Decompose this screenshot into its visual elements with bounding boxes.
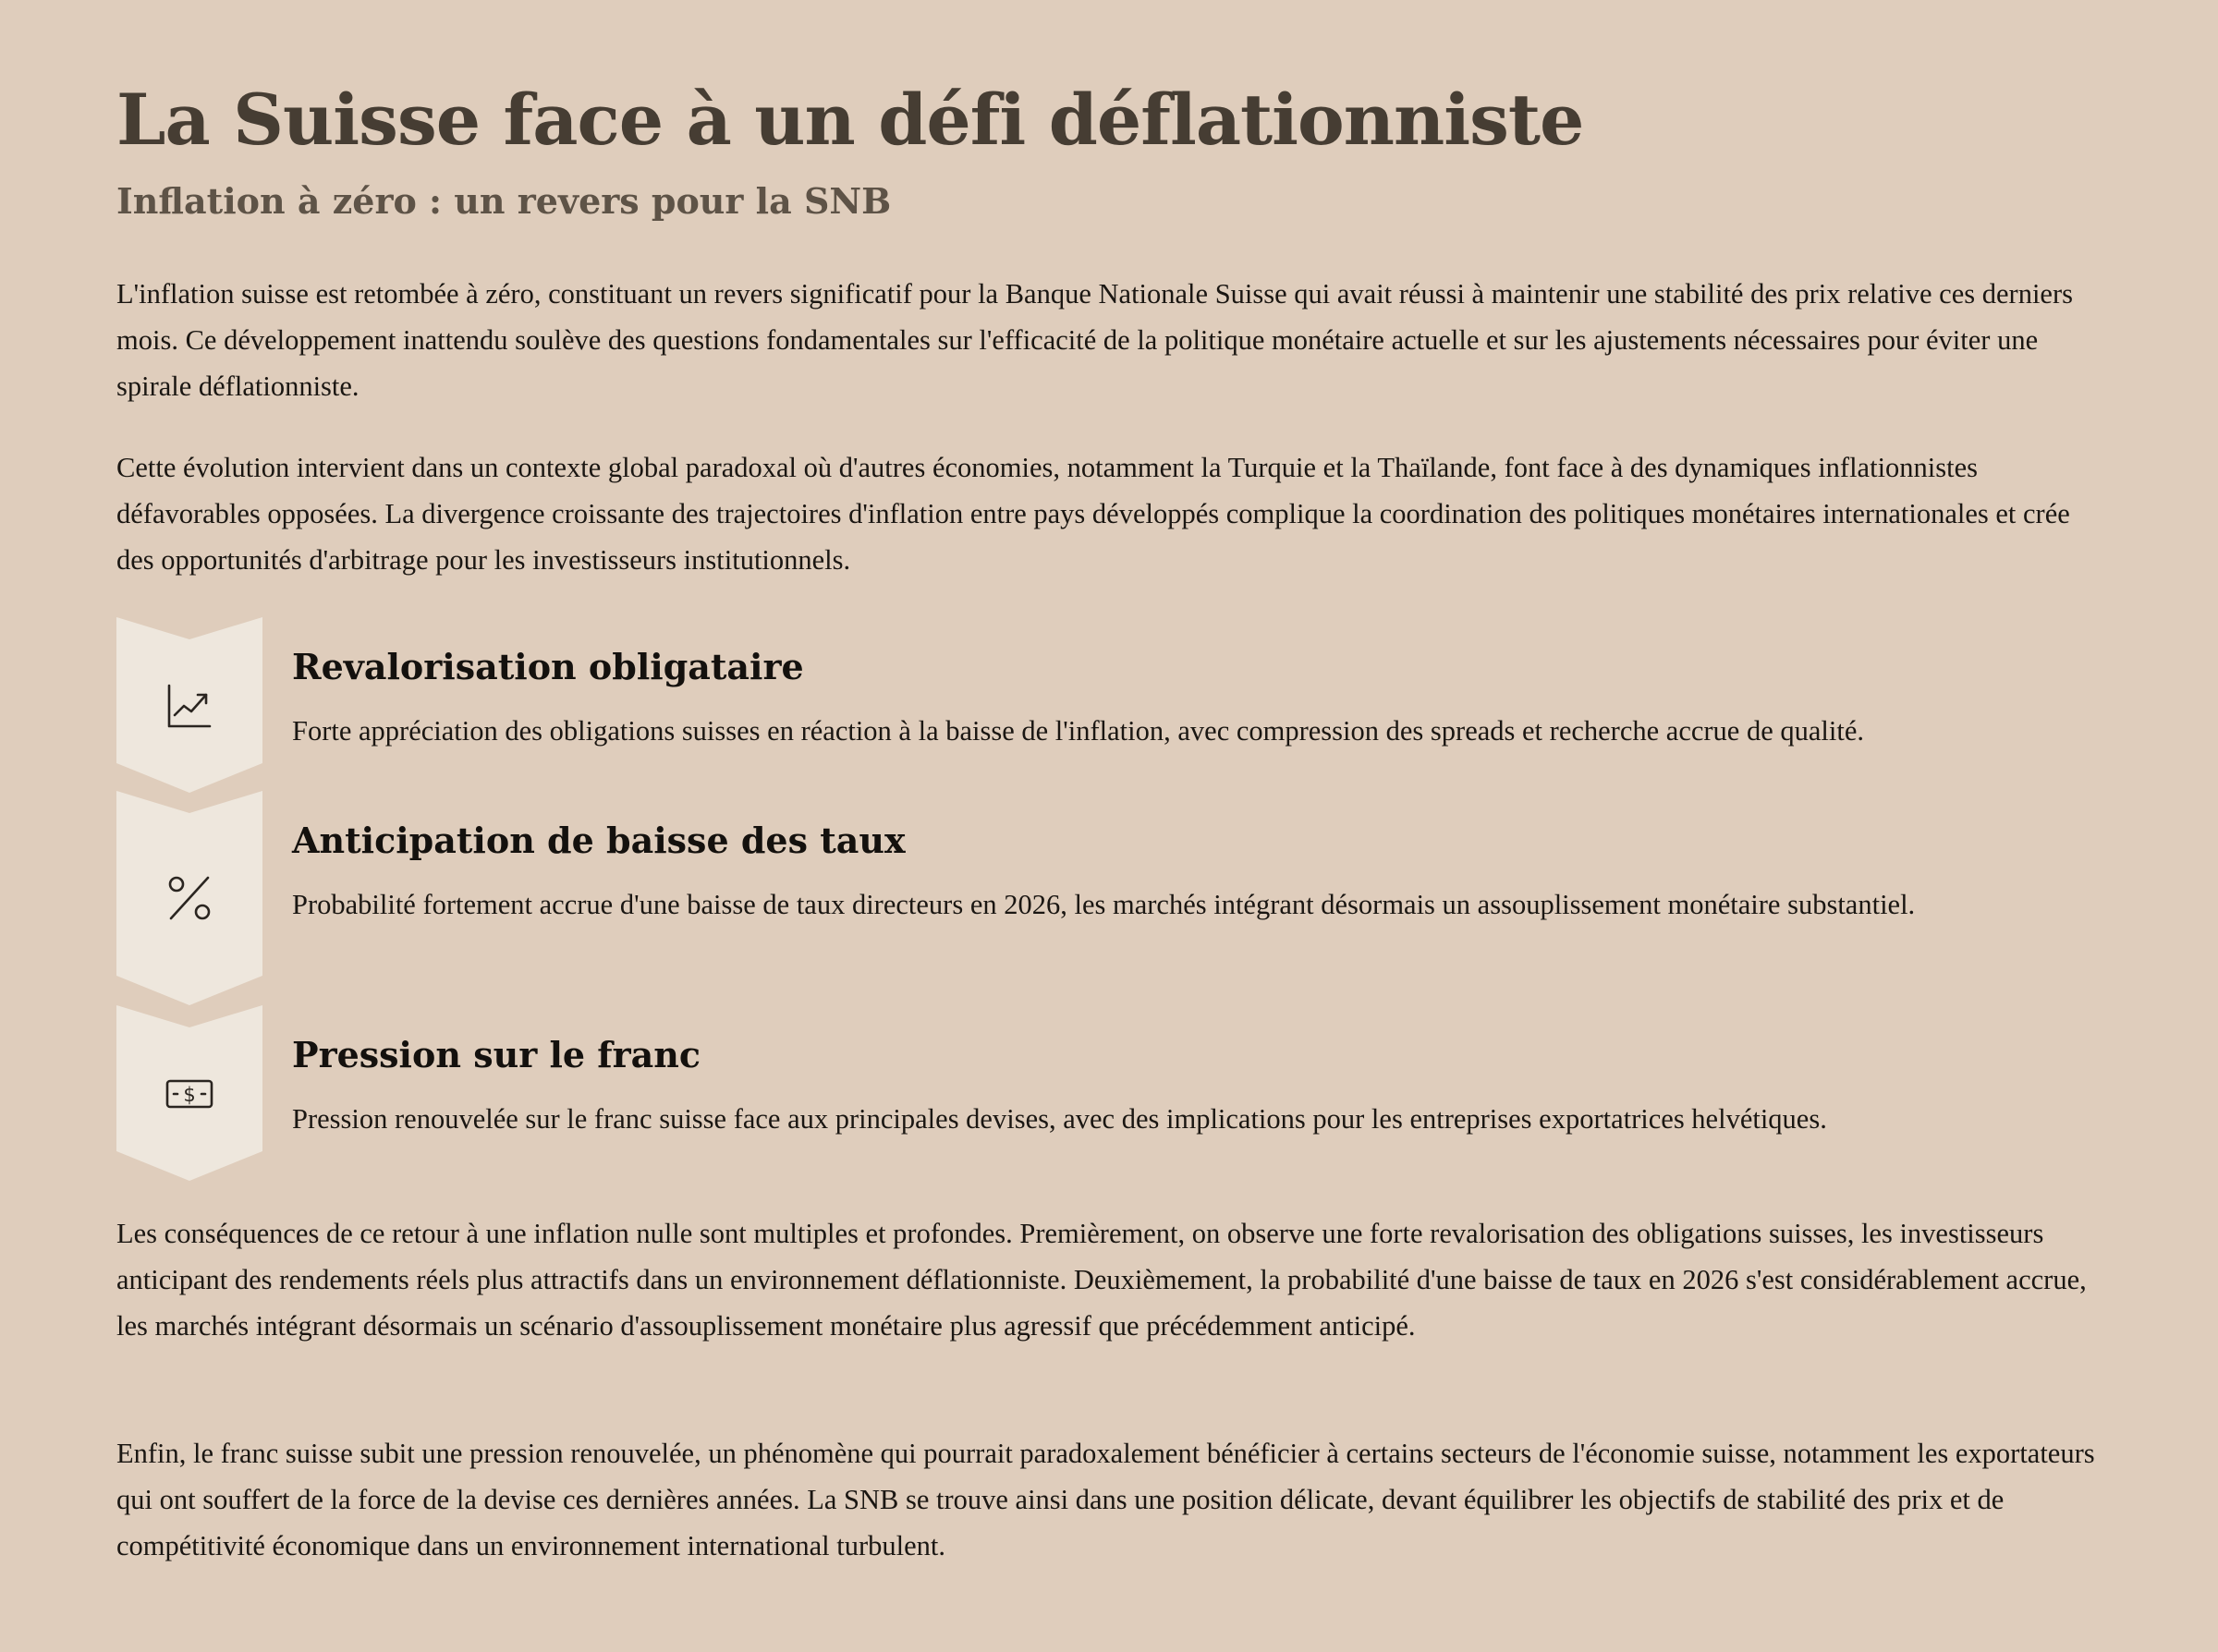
key-point-title: Revalorisation obligataire (292, 646, 804, 687)
key-point-description: Forte appréciation des obligations suisses en réaction à la baisse de l'inflation, avec compression des spreads et recherche accrue de qualité. (292, 715, 1865, 747)
conclusion-paragraph: Enfin, le franc suisse subit une pression renouvelée, un phénomène qui pourrait paradoxalement bénéficier à certains secteurs de l'économie suisse, notamment les exportateurs qui ont souffert de la force de la devise ces dernières années. La SNB se trouve ainsi dans une position délicate, devant équilibrer les objectifs de stabilité des prix et de compétitivité économique dans un environnement international turbulent. (116, 1438, 2095, 1561)
key-point-description: Pression renouvelée sur le franc suisse face aux principales devises, avec des implications pour les entreprises exportatrices helvétiques. (292, 1103, 1827, 1135)
key-point-bond-revaluation (116, 617, 2103, 793)
key-point-title: Anticipation de baisse des taux (292, 820, 906, 861)
page-title: La Suisse face à un défi déflationniste (116, 79, 1584, 161)
page-subtitle: Inflation à zéro : un revers pour la SNB (116, 180, 892, 222)
key-point-title: Pression sur le franc (292, 1034, 701, 1075)
chevron-marker (116, 617, 262, 793)
key-point-rate-cut (116, 791, 2103, 1005)
svg-text:$: $ (183, 1084, 196, 1106)
percent-icon (162, 870, 217, 926)
intro-paragraph: Cette évolution intervient dans un contexte global paradoxal où d'autres économies, notamment la Turquie et la Thaïlande, font face à des dynamiques inflationnistes défavorables opposées. La divergence croissante des trajectoires d'inflation entre pays développés complique la coordination des politiques monétaires internationales et crée des opportunités d'arbitrage pour les investisseurs institutionnels. (116, 452, 2070, 576)
key-point-franc-pressure (116, 1005, 2103, 1181)
chevron-marker (116, 1005, 262, 1181)
intro-paragraph: L'inflation suisse est retombée à zéro, constituant un revers significatif pour la Banque Nationale Suisse qui avait réussi à maintenir une stabilité des prix relative ces derniers mois. Ce développement inattendu soulève des questions fondamentales sur l'efficacité de la politique monétaire actuelle et sur les ajustements nécessaires pour éviter une spirale déflationniste. (116, 278, 2073, 402)
chevron-marker (116, 791, 262, 1005)
conclusion-paragraph: Les conséquences de ce retour à une inflation nulle sont multiples et profondes. Premièrement, on observe une forte revalorisation des obligations suisses, les investisseurs anticipant des rendements réels plus attractifs dans un environnement déflationniste. Deuxièmement, la probabilité d'une baisse de taux en 2026 s'est considérablement accrue, les marchés intégrant désormais un scénario d'assouplissement monétaire plus agressif que précédemment anticipé. (116, 1218, 2087, 1342)
key-point-description: Probabilité fortement accrue d'une baisse de taux directeurs en 2026, les marchés intégrant désormais un assouplissement monétaire substantiel. (292, 889, 1916, 920)
chart-trending-up-icon (162, 678, 217, 734)
banknote-dollar-icon (162, 1066, 217, 1122)
